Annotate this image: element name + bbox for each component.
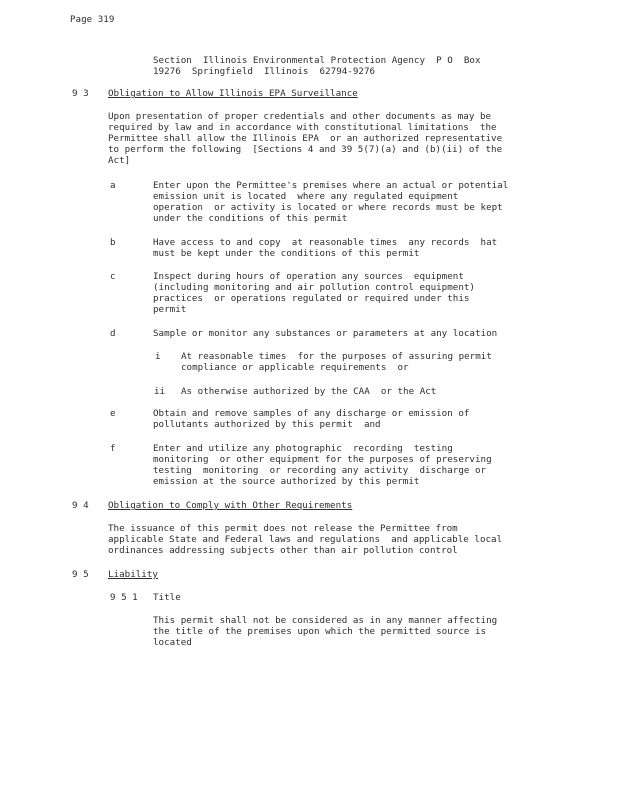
list-item-letter: a (110, 180, 116, 191)
list-item-line: operation or activity is located or where records must be kept (153, 202, 503, 213)
list-item-line: testing monitoring or recording any activity discharge or (153, 465, 487, 476)
subsection-9-5-1-number: 9 5 1 (110, 592, 138, 603)
sub-item-line: At reasonable times for the purposes of assuring permit (181, 351, 492, 362)
intro-line-1: Section Illinois Environmental Protection Agency P O Box (153, 55, 481, 66)
intro-line-2: 19276 Springfield Illinois 62794-9276 (153, 66, 376, 77)
section-9-4-line: applicable State and Federal laws and regulations and applicable local (108, 534, 503, 545)
section-9-5-title: Liability (108, 569, 158, 580)
sub-item-line: compliance or applicable requirements or (181, 362, 409, 373)
list-item-line: must be kept under the conditions of this permit (153, 248, 420, 259)
section-9-4-title: Obligation to Comply with Other Requirements (108, 500, 353, 511)
sub-item-numeral: ii (154, 386, 166, 397)
list-item-letter: c (110, 271, 116, 282)
list-item-line: pollutants authorized by this permit and (153, 419, 381, 430)
section-9-4-line: The issuance of this permit does not release the Permittee from (108, 523, 458, 534)
sub-item-numeral: i (155, 351, 161, 362)
list-item-line: monitoring or other equipment for the purposes of preserving (153, 454, 492, 465)
list-item-line: Sample or monitor any substances or parameters at any location (153, 328, 498, 339)
section-9-3-number: 9 3 (72, 88, 89, 99)
section-9-3-title: Obligation to Allow Illinois EPA Surveillance (108, 88, 358, 99)
section-9-3-intro-line: Permittee shall allow the Illinois EPA or an authorized representative (108, 133, 503, 144)
list-item-line: Enter and utilize any photographic recording testing (153, 443, 453, 454)
list-item-line: Obtain and remove samples of any discharge or emission of (153, 408, 470, 419)
list-item-letter: d (110, 328, 116, 339)
page-number: Page 319 (70, 14, 115, 25)
list-item-line: Inspect during hours of operation any sources equipment (153, 271, 464, 282)
list-item-line: permit (153, 304, 187, 315)
section-9-3-intro-line: Act] (108, 155, 131, 166)
subsection-9-5-1-line: the title of the premises upon which the permitted source is (153, 626, 487, 637)
list-item-letter: e (110, 408, 116, 419)
section-9-3-intro-line: Upon presentation of proper credentials and other documents as may be (108, 111, 492, 122)
sub-item-line: As otherwise authorized by the CAA or the Act (181, 386, 437, 397)
list-item-line: Enter upon the Permittee's premises where an actual or potential (153, 180, 509, 191)
section-9-3-intro-line: to perform the following [Sections 4 and 39 5(7)(a) and (b)(ii) of the (108, 144, 503, 155)
section-9-5-number: 9 5 (72, 569, 89, 580)
subsection-9-5-1-title: Title (153, 592, 181, 603)
list-item-line: (including monitoring and air pollution control equipment) (153, 282, 475, 293)
section-9-3-intro-line: required by law and in accordance with constitutional limitations the (108, 122, 497, 133)
list-item-line: practices or operations regulated or required under this (153, 293, 470, 304)
subsection-9-5-1-line: located (153, 637, 192, 648)
list-item-line: emission unit is located where any regulated equipment (153, 191, 459, 202)
list-item-line: emission at the source authorized by this permit (153, 476, 420, 487)
list-item-line: Have access to and copy at reasonable times any records hat (153, 237, 498, 248)
list-item-line: under the conditions of this permit (153, 213, 348, 224)
list-item-letter: f (110, 443, 116, 454)
section-9-4-number: 9 4 (72, 500, 89, 511)
list-item-letter: b (110, 237, 116, 248)
section-9-4-line: ordinances addressing subjects other than air pollution control (108, 545, 458, 556)
subsection-9-5-1-line: This permit shall not be considered as in any manner affecting (153, 615, 498, 626)
